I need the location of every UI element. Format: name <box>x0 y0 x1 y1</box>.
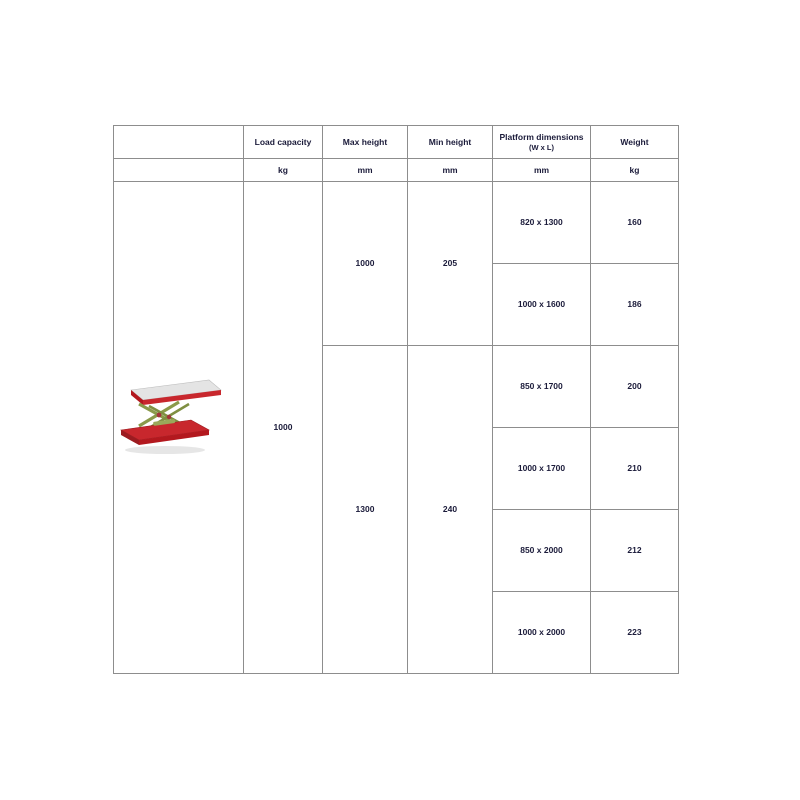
cell-platform: 850 x 1700 <box>493 346 591 428</box>
unit-min-height: mm <box>408 159 493 182</box>
cell-platform: 850 x 2000 <box>493 510 591 592</box>
table-row <box>114 182 679 264</box>
cell-load-capacity: 1000 <box>244 182 323 674</box>
header-platform-dimensions <box>493 126 591 159</box>
cell-weight: 210 <box>591 428 679 510</box>
header-load-capacity: Load capacity <box>244 126 323 159</box>
unit-platform-dimensions: mm <box>493 159 591 182</box>
cell-max-height-group-0: 1000 <box>323 182 408 346</box>
unit-weight: kg <box>591 159 679 182</box>
cell-platform: 1000 x 2000 <box>493 592 591 674</box>
unit-max-height: mm <box>323 159 408 182</box>
cell-max-height-group-1: 1300 <box>323 346 408 674</box>
cell-weight: 212 <box>591 510 679 592</box>
header-platform-dimensions-sub: (W x L) <box>529 142 554 152</box>
header-min-height: Min height <box>408 126 493 159</box>
scissor-lift-image <box>113 368 229 460</box>
cell-weight: 186 <box>591 264 679 346</box>
header-weight: Weight <box>591 126 679 159</box>
header-max-height: Max height <box>323 126 408 159</box>
cell-weight: 200 <box>591 346 679 428</box>
header-platform-dimensions-label: Platform dimensions <box>499 132 584 142</box>
unit-load-capacity: kg <box>244 159 323 182</box>
cell-weight: 223 <box>591 592 679 674</box>
table-units-row <box>114 159 679 182</box>
cell-platform: 1000 x 1600 <box>493 264 591 346</box>
cell-platform: 1000 x 1700 <box>493 428 591 510</box>
cell-weight: 160 <box>591 182 679 264</box>
cell-min-height-group-0: 205 <box>408 182 493 346</box>
header-image-cell <box>114 126 244 159</box>
table-header-row <box>114 126 679 159</box>
cell-min-height-group-1: 240 <box>408 346 493 674</box>
unit-image-cell <box>114 159 244 182</box>
cell-platform: 820 x 1300 <box>493 182 591 264</box>
